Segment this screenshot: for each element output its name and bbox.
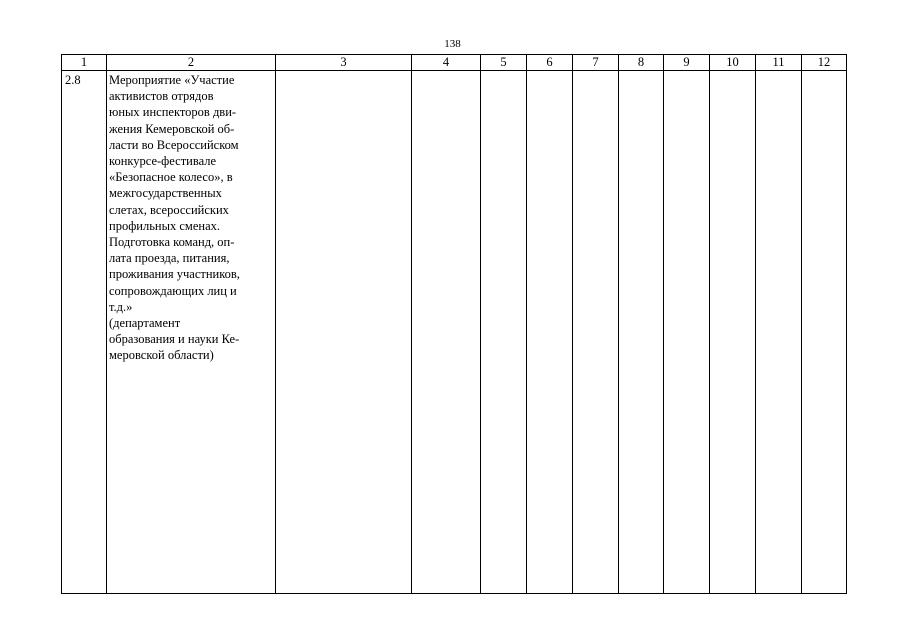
description-line: сопровождающих лиц и bbox=[109, 283, 237, 298]
column-header-2: 2 bbox=[107, 55, 276, 71]
description-line: лата проезда, питания, bbox=[109, 251, 230, 266]
description-line: конкурсе-фестивале bbox=[109, 154, 217, 169]
description-line: «Безопасное колесо», в bbox=[109, 170, 233, 185]
description-line: т.д.» bbox=[109, 299, 133, 314]
column-header-11: 11 bbox=[756, 55, 802, 71]
cell-col-10 bbox=[710, 71, 756, 594]
cell-col-8 bbox=[619, 71, 664, 594]
cell-col-12 bbox=[802, 71, 847, 594]
column-header-8: 8 bbox=[619, 55, 664, 71]
column-header-12: 12 bbox=[802, 55, 847, 71]
description-line: слетах, всероссийских bbox=[109, 202, 229, 217]
cell-col-3 bbox=[276, 71, 412, 594]
description-line: ласти во Всероссийском bbox=[109, 137, 239, 152]
cell-col-5 bbox=[481, 71, 527, 594]
header-row bbox=[62, 55, 847, 71]
column-header-3: 3 bbox=[276, 55, 412, 71]
description-line: юных инспекторов дви- bbox=[109, 105, 237, 120]
description-line: межгосударственных bbox=[109, 186, 222, 201]
description-line: меровской области) bbox=[109, 348, 214, 363]
description-line: проживания участников, bbox=[109, 267, 240, 282]
document-table bbox=[61, 54, 847, 594]
description-line: профильных сменах. bbox=[109, 218, 220, 233]
description-line: активистов отрядов bbox=[109, 89, 214, 104]
column-header-4: 4 bbox=[412, 55, 481, 71]
column-header-9: 9 bbox=[664, 55, 710, 71]
column-header-1: 1 bbox=[62, 55, 107, 71]
column-header-10: 10 bbox=[710, 55, 756, 71]
page-number: 138 bbox=[444, 38, 461, 50]
column-header-6: 6 bbox=[527, 55, 573, 71]
description-line: Подготовка команд, оп- bbox=[109, 235, 235, 250]
cell-col-7 bbox=[573, 71, 619, 594]
column-header-7: 7 bbox=[573, 55, 619, 71]
cell-col-6 bbox=[527, 71, 573, 594]
table-row bbox=[62, 71, 847, 594]
description-line: жения Кемеровской об- bbox=[109, 121, 235, 136]
column-header-5: 5 bbox=[481, 55, 527, 71]
description-line: Мероприятие «Участие bbox=[109, 73, 235, 87]
description-line: (департамент bbox=[109, 316, 181, 331]
row-number-cell: 2.8 bbox=[62, 71, 107, 594]
row-description-cell bbox=[107, 71, 276, 594]
cell-col-4 bbox=[412, 71, 481, 594]
description-line: образования и науки Ке- bbox=[109, 332, 240, 347]
cell-col-9 bbox=[664, 71, 710, 594]
cell-col-11 bbox=[756, 71, 802, 594]
